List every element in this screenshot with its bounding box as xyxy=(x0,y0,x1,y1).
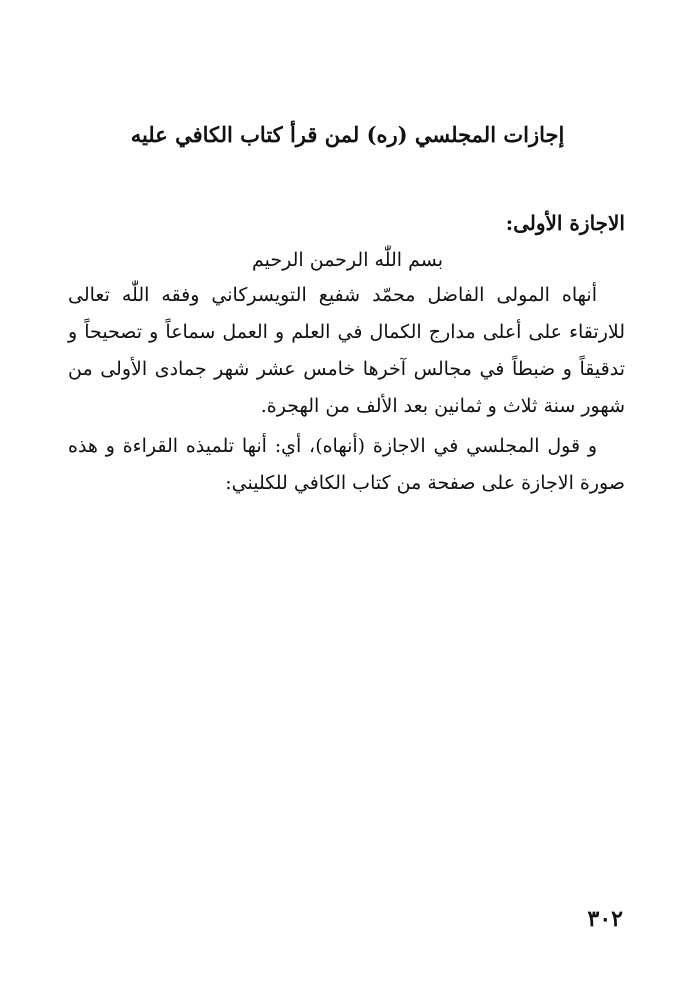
section-heading: الاجازة الأولى: xyxy=(505,211,625,235)
paragraph-ijaza-text: أنهاه المولى الفاضل محمّد شفيع التويسركاني وفقه اللّٰه تعالى للارتقاء على أعلى مدارج الكمال في العلم و العمل سماعاً و تصحيحاً و تدقيقاً و ضبطاً في مجالس آخرها خامس عشر شهر جمادى الأولى من شهور سنة ثلاث و ثمانين بعد الألف من الهجرة. xyxy=(68,284,625,417)
page-number: ٣٠٢ xyxy=(587,906,623,932)
paragraph-commentary: و قول المجلسي في الاجازة (أنهاه)، أي: أنها تلميذه القراءة و هذه صورة الاجازة على صفحة من كتاب الكافي للكليني: xyxy=(68,435,625,494)
body-text xyxy=(68,277,625,502)
basmala-line: بسم اللّٰه الرحمن الرحيم xyxy=(252,249,443,271)
page-title: إجازات المجلسي (ره) لمن قرأ كتاب الكافي عليه xyxy=(130,122,565,147)
